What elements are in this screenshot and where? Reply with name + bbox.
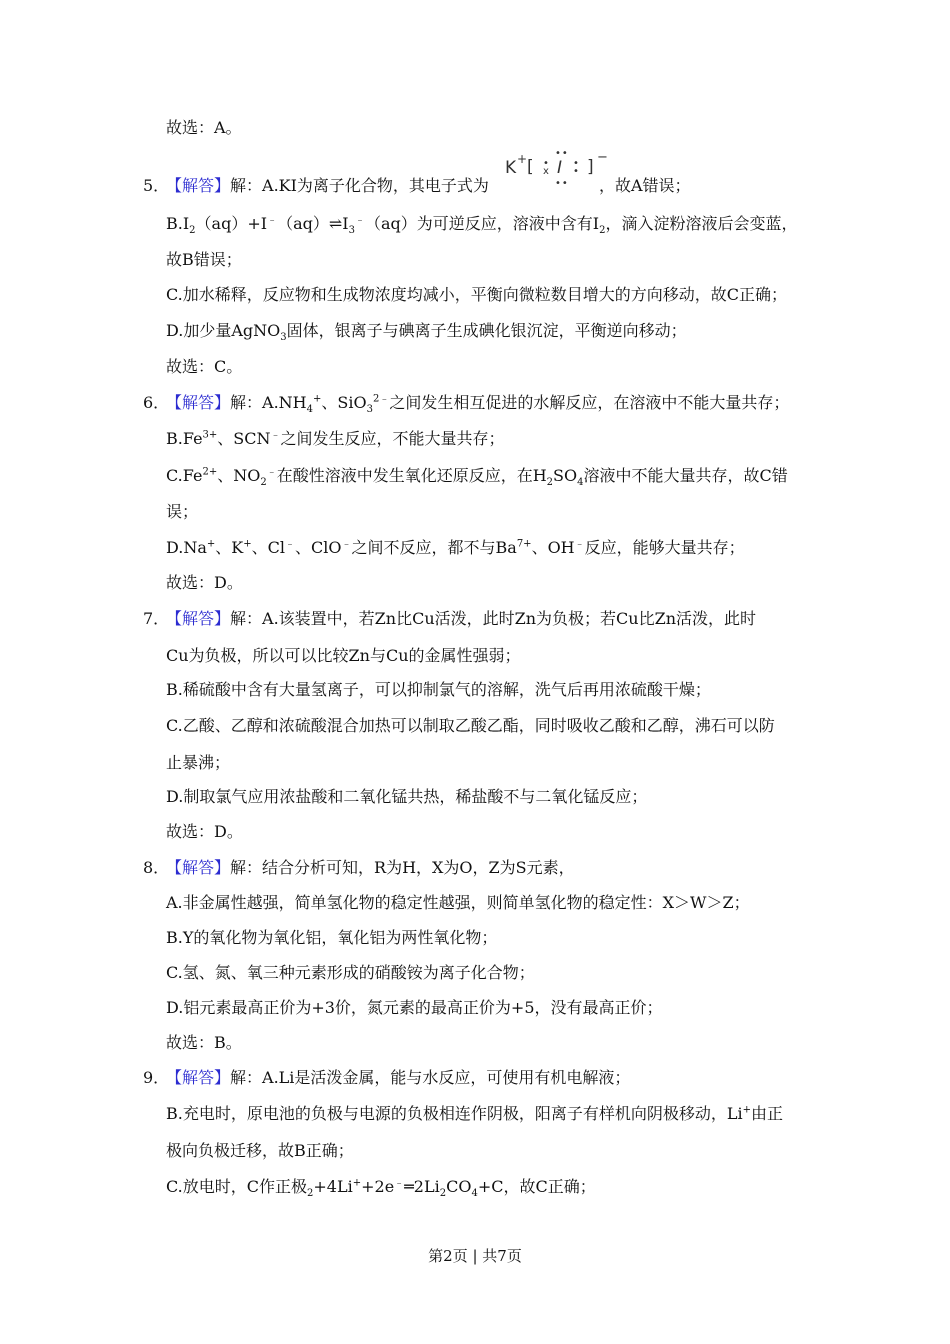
superscript: ﹣ [270,429,281,441]
text-line [166,1141,354,1161]
answer-tag: 【解答】 [166,1068,231,1087]
superscript: 2+ [202,466,218,478]
text-segment: B.稀硫酸中含有大量氢离子，可以抑制氯气的溶解，洗气后再用浓硫酸干燥； [166,680,711,699]
answer-tag: 【解答】 [166,609,231,628]
text-segment: 解：A.KI为离子化合物，其电子式为 [230,176,489,195]
text-segment: 解：A.NH [230,393,307,412]
text-line [166,753,230,773]
superscript: ﹣ [285,538,296,550]
text-segment: +2e [361,1177,395,1196]
text-segment: 、SiO [321,393,367,412]
answer-tag: 【解答】 [166,393,231,412]
text-segment: 、K [215,538,244,557]
text-line [166,285,787,305]
text-segment: 故B错误； [166,250,242,269]
text-line [166,998,663,1018]
subscript: 2 [599,225,606,237]
text-line [166,214,798,237]
text-line [166,429,505,449]
text-segment: CO [446,1177,472,1196]
text-segment: 故选：B。 [166,1033,242,1052]
text-line [166,928,497,948]
text-segment: C.Fe [166,466,203,485]
text-segment: ，滴入淀粉溶液后会变蓝， [605,214,798,233]
text-line [166,1033,242,1053]
item-number: 7． [143,609,170,628]
text-segment: 溶液中不能大量共存，故C错 [583,466,788,485]
text-line [166,573,243,593]
answer-item-line [143,858,575,878]
answer-tag: 【解答】 [166,858,231,877]
text-line [166,118,242,138]
text-segment: 极向负极迁移，故B正确； [166,1141,354,1160]
text-segment: C.放电时，C作正极 [166,1177,308,1196]
item-number: 6． [143,393,170,412]
text-segment: D.制取氯气应用浓盐酸和二氧化锰共热，稀盐酸不与二氧化锰反应； [166,787,648,806]
subscript: 2 [546,477,554,489]
text-segment: （aq）+I [195,214,268,233]
superscript: ﹣ [341,538,352,550]
ki-electron-formula-image: K + [ •• • x I • • •• ] − [505,148,608,189]
formula-anion: I [557,158,563,178]
text-segment: D.Na [166,538,207,557]
text-line [166,1104,783,1124]
text-segment: 、ClO [295,538,342,557]
subscript: 4 [577,477,584,489]
text-segment: 止暴沸； [166,753,231,772]
text-segment: 、Cl [251,538,286,557]
superscript: 3+ [202,429,218,441]
text-segment: 解：A.该装置中，若Zn比Cu活泼，此时Zn为负极；若Cu比Zn活泼，此时 [230,609,757,628]
text-segment: ，故A错误； [598,176,691,195]
superscript: + [206,538,216,550]
text-segment: 之间不反应，都不与Ba [351,538,517,557]
superscript: + [742,1104,751,1116]
text-segment: D.铝元素最高正价为+3价，氮元素的最高正价为+5，没有最高正价； [166,998,663,1017]
answer-item-line [143,176,691,196]
superscript: ﹣ [574,538,585,550]
text-segment: （aq）为可逆反应，溶液中含有I [364,214,600,233]
text-segment: 故选：A。 [166,118,242,137]
answer-item-line [143,1068,631,1088]
text-segment: 误； [166,502,199,521]
text-segment: SO [553,466,578,485]
item-number: 5． [143,176,170,195]
text-line [166,502,198,522]
subscript: 3 [366,404,373,416]
text-segment: 反应，能够大量共存； [584,538,745,557]
superscript: ﹣ [354,214,365,226]
text-segment: B.充电时，原电池的负极与电源的负极相连作阴极，阳离子有样机向阴极移动，Li [166,1104,743,1123]
superscript: ﹣ [394,1177,405,1189]
answer-item-line [143,609,757,629]
text-segment: C.乙酸、乙醇和浓硫酸混合加热可以制取乙酸乙酯，同时吸收乙酸和乙醇，沸石可以防 [166,716,775,735]
superscript: + [352,1177,362,1189]
text-line [166,963,535,983]
text-line [166,538,745,558]
text-segment: C.加水稀释，反应物和生成物浓度均减小，平衡向微粒数目增大的方向移动，故C正确； [166,285,788,304]
text-segment: Cu为负极，所以可以比较Zn与Cu的金属性强弱； [166,646,521,665]
text-line [166,893,750,913]
text-line [166,646,521,666]
text-segment: 、OH [531,538,575,557]
subscript: 4 [471,1188,478,1200]
text-line [166,787,647,807]
superscript: + [313,393,322,405]
text-segment: 解：A.Li是活泼金属，能与水反应，可使用有机电解液； [230,1068,631,1087]
text-segment: 故选：C。 [166,357,243,376]
text-line [166,680,711,700]
subscript: 3 [280,332,287,344]
text-segment: C.氢、氮、氧三种元素形成的硝酸铵为离子化合物； [166,963,535,982]
superscript: 2﹣ [372,393,390,405]
text-segment: 之间发生反应，不能大量共存； [280,429,505,448]
text-segment: A.非金属性越强，简单氢化物的稳定性越强，则简单氢化物的稳定性：X＞W＞Z； [166,893,750,912]
text-line [166,466,788,489]
page-footer: 第2页 | 共7页 [428,1247,522,1265]
item-number: 8． [143,858,170,877]
text-line [166,716,775,736]
subscript: 2 [307,1188,314,1200]
text-line [166,321,687,344]
text-line [166,822,243,842]
text-segment: ═2Li [404,1177,440,1196]
formula-cation: K [505,158,517,178]
superscript: ﹣ [266,466,277,478]
text-segment: B.Fe [166,429,203,448]
text-segment: 在酸性溶液中发生氧化还原反应，在H [276,466,547,485]
subscript: 4 [306,404,313,416]
text-segment: +C，故C正确； [477,1177,596,1196]
text-segment: B.I [166,214,190,233]
text-segment: +4Li [313,1177,353,1196]
text-segment: 、NO [217,466,261,485]
text-segment: 解：结合分析可知，R为H，X为O，Z为S元素， [230,858,575,877]
text-segment: （aq）⇌I [277,214,349,233]
text-segment: B.Y的氧化物为氧化铝，氧化铝为两性氧化物； [166,928,498,947]
text-segment: 故选：D。 [166,573,243,592]
superscript: 7+ [516,538,532,550]
text-line [166,1177,596,1200]
subscript: 2 [189,225,196,237]
text-line [166,357,242,377]
subscript: 3 [348,225,355,237]
formula-anion-charge: − [597,150,608,165]
text-segment: 故选：D。 [166,822,243,841]
superscript: + [243,538,252,550]
item-number: 9． [143,1068,170,1087]
subscript: 2 [260,477,267,489]
subscript: 2 [439,1188,447,1200]
text-segment: 固体，银离子与碘离子生成碘化银沉淀，平衡逆向移动； [286,321,687,340]
text-segment: 、SCN [217,429,271,448]
text-segment: 由正 [750,1104,783,1123]
answer-item-line [143,393,790,416]
text-segment: 之间发生相互促进的水解反应，在溶液中不能大量共存； [389,393,790,412]
superscript: ﹣ [267,214,278,226]
text-segment: D.加少量AgNO [166,321,281,340]
formula-cation-charge: + [517,152,528,166]
answer-tag: 【解答】 [166,176,231,195]
text-line [166,250,242,270]
